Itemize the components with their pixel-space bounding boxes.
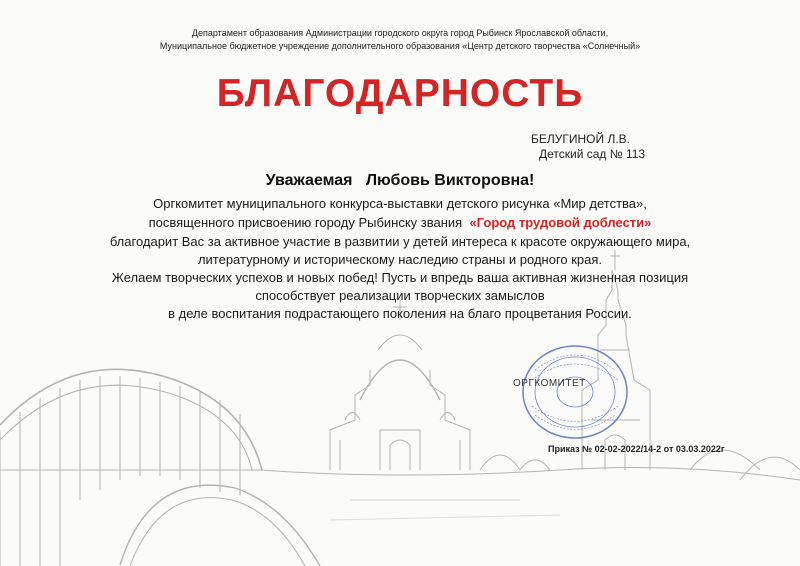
body-line: способствует реализации творческих замыслов (255, 288, 545, 303)
body-line: Желаем творческих успехов и новых побед! Пусть и впредь ваша активная жизненная позиция (111, 270, 689, 285)
order-reference: Приказ № 02-02-2022/14-2 от 03.03.2022г (548, 444, 725, 454)
header-line-institution: Муниципальное бюджетное учреждение дополнительного образования «Центр детского творчества «Солнечный» (159, 41, 641, 51)
recipient-name: БЕЛУГИНОЙ Л.В. (531, 132, 631, 146)
stamp-label: ОРГКОМИТЕТ (513, 378, 586, 389)
body-line-with-highlight (0, 215, 800, 230)
greeting: Уважаемая Любовь Викторовна! (265, 172, 535, 189)
document-title: БЛАГОДАРНОСТЬ (216, 72, 584, 115)
recipient-organization: Детский сад № 113 (539, 147, 646, 161)
body-line-text: посвященного присвоению городу Рыбинску звания (148, 215, 470, 230)
body-line: Оргкомитет муниципального конкурса-выставки детского рисунка «Мир детства», (153, 196, 647, 211)
header-line-department: Департамент образования Администрации городского округа город Рыбинск Ярославской области, (191, 28, 609, 38)
body-line: в деле воспитания подрастающего поколения на благо процветания России. (168, 306, 632, 321)
body-line: благодарит Вас за активное участие в развитии у детей интереса к красоте окружающего мира, (109, 234, 691, 249)
official-seal (490, 340, 630, 450)
body-line: литературному и историческому наследию страны и родного края. (197, 252, 603, 267)
honorary-title-highlight: «Город трудовой доблести» (469, 215, 652, 230)
